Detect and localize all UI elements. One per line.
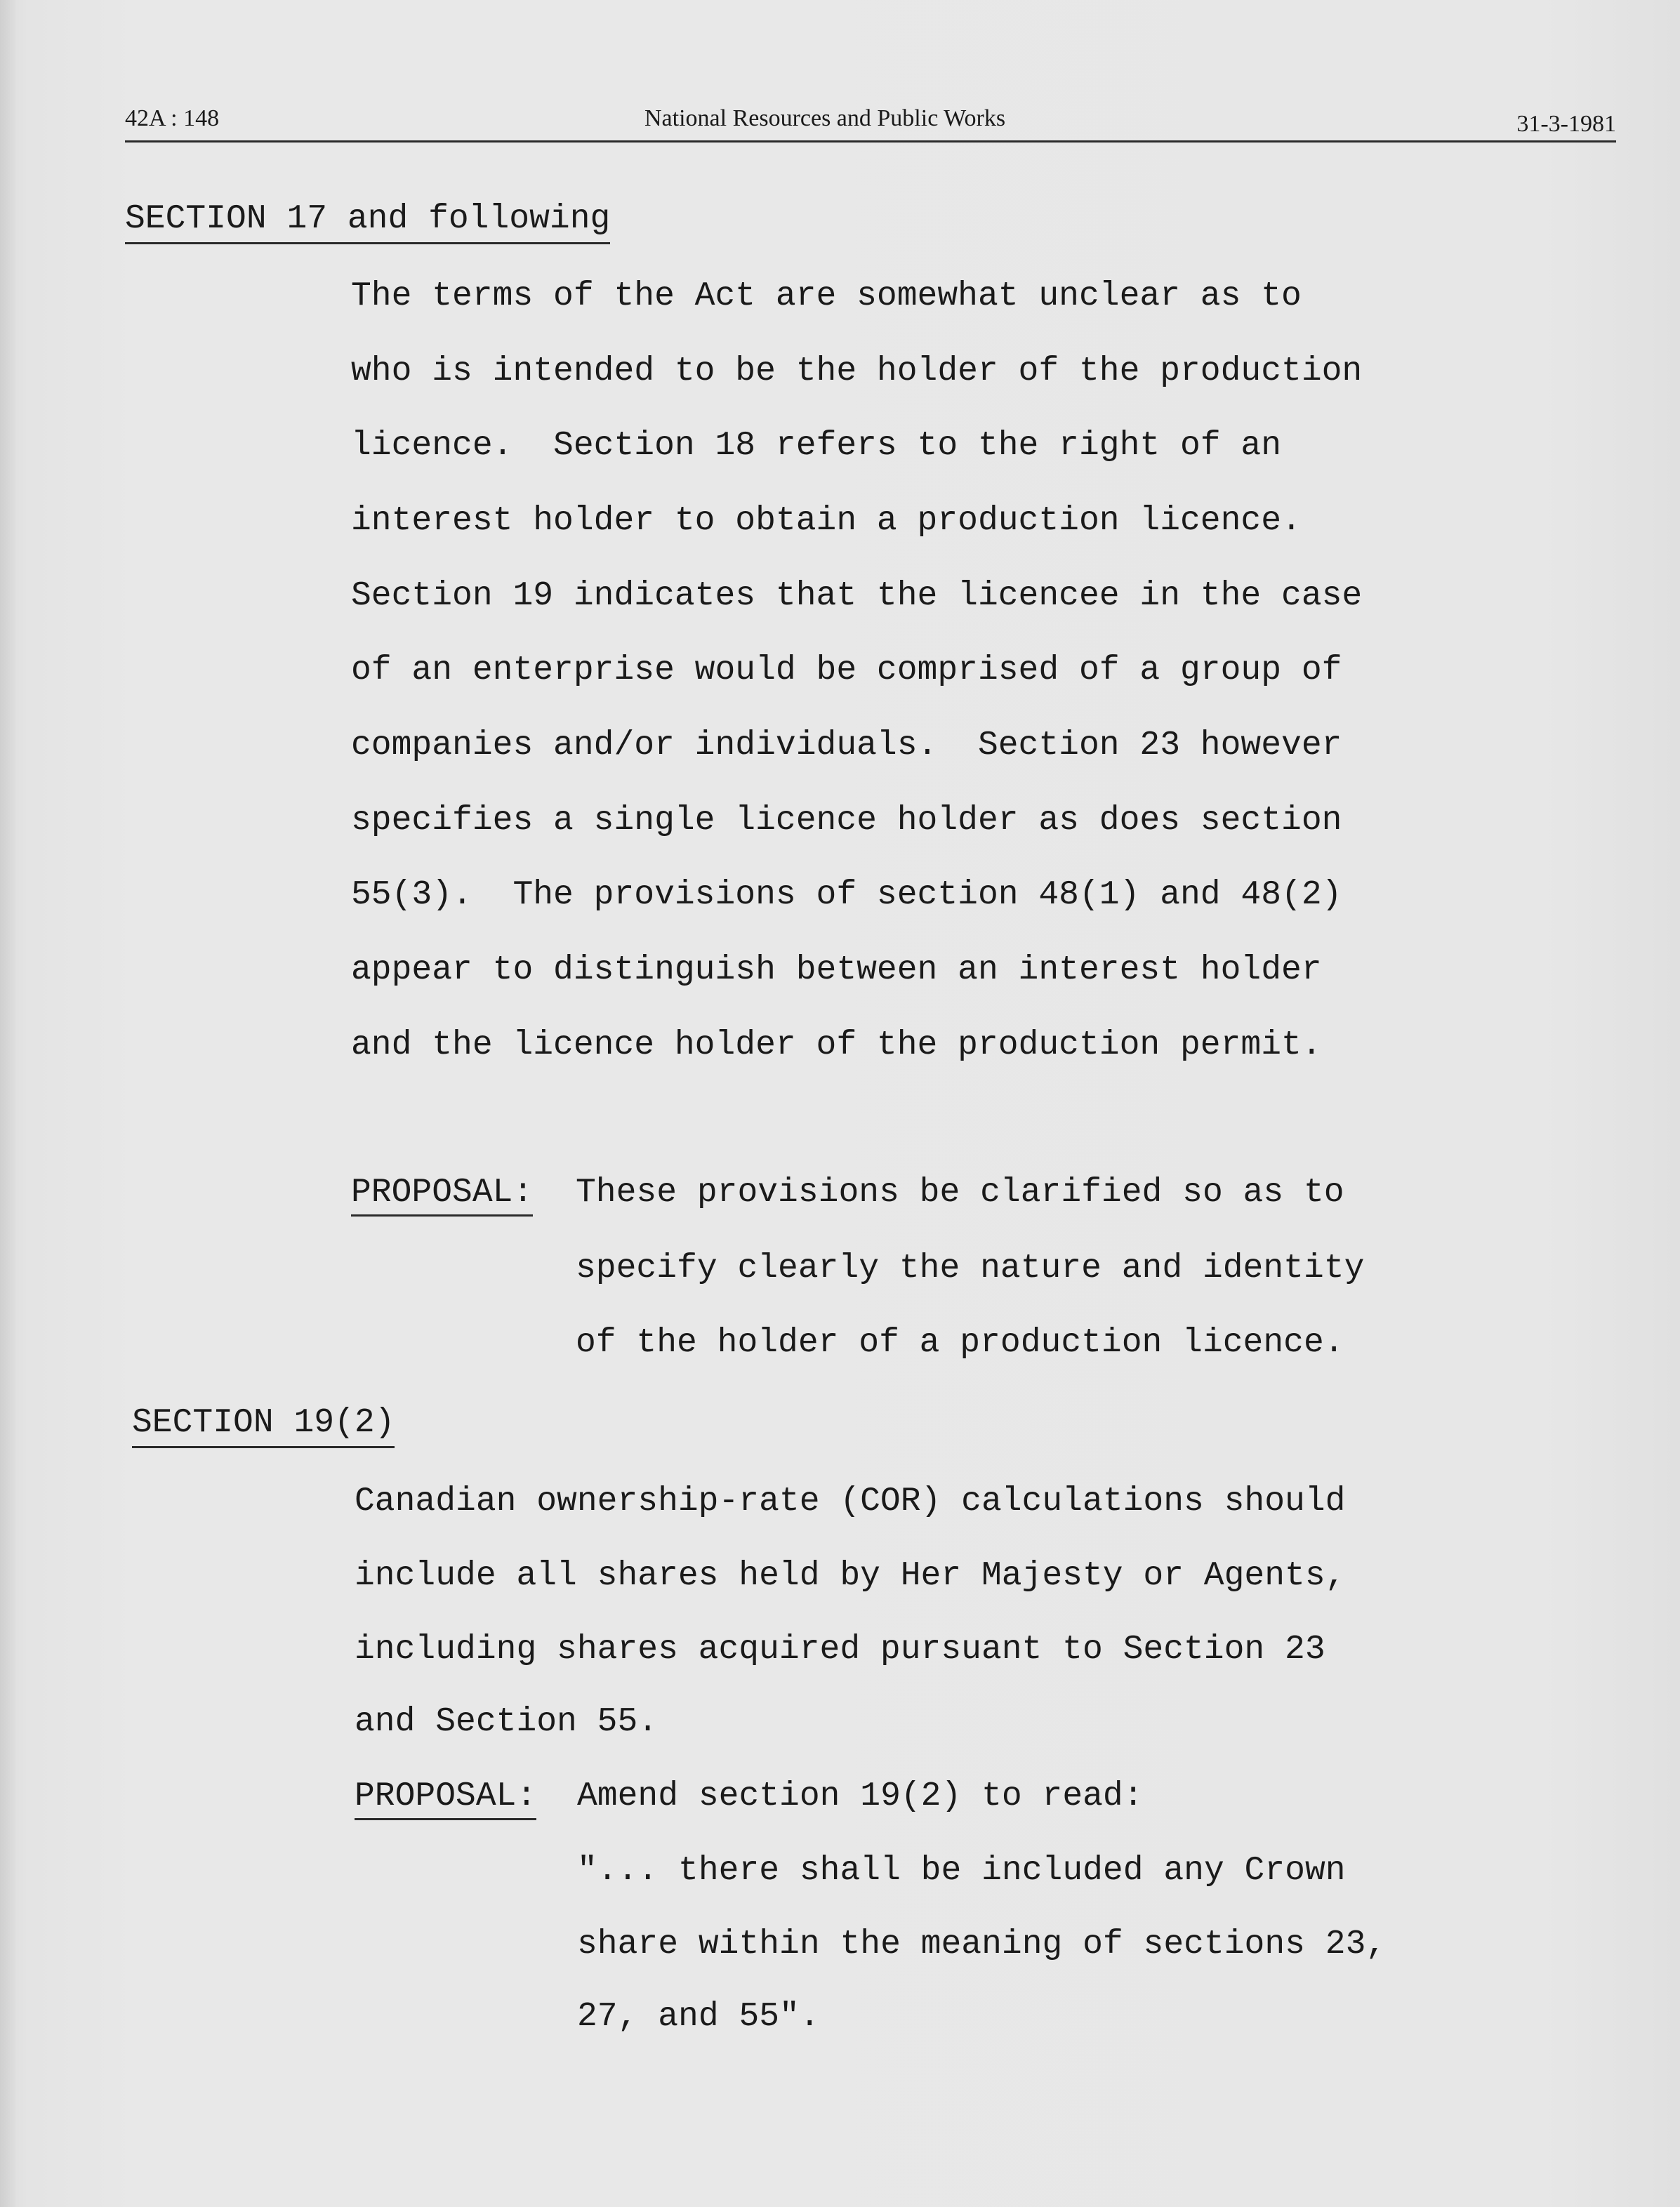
publication-title: National Resources and Public Works: [644, 105, 1006, 131]
paragraph-line: include all shares held by Her Majesty or Agents,: [355, 1557, 1346, 1595]
proposal-line: 27, and 55".: [577, 1998, 820, 2036]
page-edge: [0, 0, 15, 2207]
page-header: [125, 98, 1616, 143]
proposal-line: Amend section 19(2) to read:: [577, 1777, 1144, 1815]
section-heading: SECTION 19(2): [132, 1404, 395, 1448]
paragraph-line: including shares acquired pursuant to Section 23: [355, 1631, 1325, 1669]
paragraph-line: specifies a single licence holder as does section: [351, 802, 1342, 840]
paragraph-line: interest holder to obtain a production licence.: [351, 502, 1302, 540]
paragraph-line: companies and/or individuals. Section 23 however: [351, 727, 1342, 764]
proposal-line: specify clearly the nature and identity: [576, 1250, 1365, 1287]
paragraph-line: and Section 55.: [355, 1703, 659, 1741]
paragraph-line: and the licence holder of the production permit.: [351, 1026, 1322, 1064]
paragraph-line: who is intended to be the holder of the production: [351, 352, 1363, 390]
paragraph-line: Canadian ownership-rate (COR) calculations should: [355, 1483, 1346, 1520]
proposal-line: share within the meaning of sections 23,: [577, 1926, 1387, 1963]
paragraph-line: appear to distinguish between an interest holder: [351, 951, 1322, 989]
proposal-label: PROPOSAL:: [351, 1174, 533, 1217]
paragraph-line: of an enterprise would be comprised of a group of: [351, 651, 1342, 689]
section-heading: SECTION 17 and following: [125, 200, 610, 244]
paragraph-line: 55(3). The provisions of section 48(1) and 48(2): [351, 876, 1342, 914]
paragraph-line: Section 19 indicates that the licencee in the case: [351, 577, 1363, 615]
paragraph-line: licence. Section 18 refers to the right of an: [351, 427, 1282, 465]
paragraph-line: The terms of the Act are somewhat unclear as to: [351, 277, 1302, 315]
proposal-line: "... there shall be included any Crown: [577, 1852, 1346, 1890]
page-number: 42A : 148: [125, 105, 220, 131]
proposal-line: of the holder of a production licence.: [576, 1324, 1344, 1362]
proposal-label: PROPOSAL:: [355, 1777, 536, 1820]
proposal-line: These provisions be clarified so as to: [576, 1174, 1344, 1212]
publication-date: 31-3-1981: [1516, 111, 1616, 137]
